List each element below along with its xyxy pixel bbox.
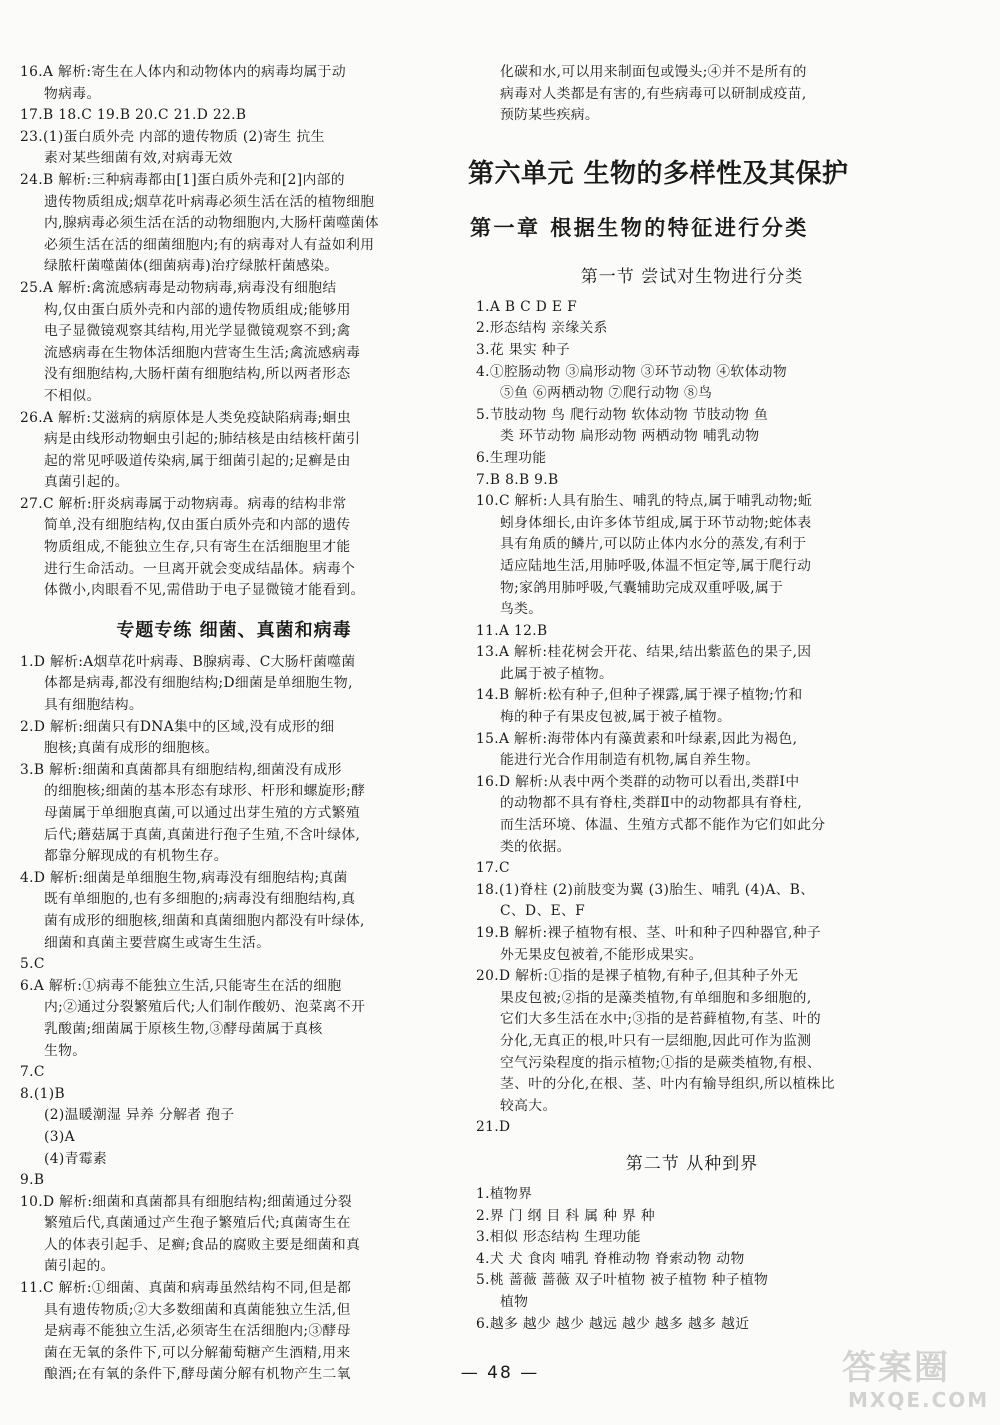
answer-line-continued: 分化,无真正的根,叶只有一层细胞,因此可作为监测: [500, 1032, 812, 1049]
answer-line-continued: 电子显微镜观察其结构,用光学显微镜观察不到;禽: [44, 323, 351, 340]
answer-line-continued: 而生活环境、体温、生殖方式都不能作为它们如此分: [500, 817, 826, 834]
answer-line: 18.(1)脊柱 (2)前肢变为翼 (3)胎生、哺乳 (4)A、B、: [476, 881, 815, 898]
answer-line-continued: 遗传物质组成;烟草花叶病毒必须生活在活的植物细胞: [44, 193, 375, 210]
answer-line-continued: 此属于被子植物。: [500, 665, 614, 682]
answer-line-continued: 较高大。: [500, 1097, 557, 1114]
answer-line-continued: 的动物都不具有脊柱,类群Ⅱ中的动物都具有脊柱,: [500, 795, 803, 812]
answer-line: 1.植物界: [476, 1185, 533, 1202]
answer-line: 10.D 解析:细菌和真菌都具有细胞结构;细菌通过分裂: [20, 1193, 353, 1210]
answer-line-continued: 菌引起的。: [44, 1258, 115, 1275]
right-column: [468, 62, 908, 1335]
answer-line: 6.越多 越少 越少 越远 越少 越多 越多 越近: [476, 1315, 750, 1332]
answer-line: 11.C 解析:①细菌、真菌和病毒虽然结构不同,但是都: [20, 1280, 352, 1297]
answer-line: 3.花 果实 种子: [476, 341, 571, 358]
answer-line-continued: 具有细胞结构。: [44, 697, 144, 714]
answer-line: 16.D 解析:从表中两个类群的动物可以看出,类群Ⅰ中: [476, 773, 800, 790]
answer-line-continued: 预防某些疾病。: [500, 107, 600, 124]
answer-line-continued: C、D、E、F: [500, 903, 586, 920]
left-column: [20, 62, 448, 1386]
answer-line: 20.D 解析:①指的是裸子植物,有种子,但其种子外无: [476, 968, 799, 985]
answer-line-continued: 体都是病毒,都没有细胞结构;D细菌是单细胞生物,: [44, 675, 353, 692]
answer-line-continued: 物质组成,不能独立生存,只有寄生在活细胞里才能: [44, 539, 351, 556]
answer-line-continued: 梅的种子有果皮包被,属于被子植物。: [500, 709, 732, 726]
answer-line-continued: 内,腺病毒必须生活在活的动物细胞内,大肠杆菌噬菌体: [44, 215, 379, 232]
answer-line: (2)温暖潮湿 异养 分解者 孢子: [44, 1107, 235, 1124]
answer-line: 15.A 解析:海带体内有藻黄素和叶绿素,因此为褐色,: [476, 730, 798, 747]
answer-line: 5.C: [20, 956, 45, 973]
answer-line-continued: 适应陆地生活,用肺呼吸,体温不恒定等,属于爬行动: [500, 557, 812, 574]
answer-line: 26.A 解析:艾滋病的病原体是人类免疫缺陷病毒;蛔虫: [20, 409, 351, 426]
answer-line: 2.形态结构 亲缘关系: [476, 320, 608, 337]
section-title: 第一节 尝试对生物进行分类: [580, 266, 804, 287]
answer-line: 6.A 解析:①病毒不能独立生活,只能寄生在活的细胞: [20, 977, 342, 994]
answer-line-continued: 鸟类。: [500, 601, 543, 618]
answer-line-continued: 繁殖后代,真菌通过产生孢子繁殖后代;真菌寄生在: [44, 1215, 351, 1232]
answer-line: 24.B 解析:三种病毒都由[1]蛋白质外壳和[2]内部的: [20, 171, 345, 188]
answer-line: 4.犬 犬 食肉 哺乳 脊椎动物 脊索动物 动物: [476, 1250, 745, 1267]
section-title: 第二节 从种到界: [625, 1153, 759, 1174]
topic-heading: 专题专练 细菌、真菌和病毒: [116, 619, 352, 641]
answer-line-continued: ⑤鱼 ⑥两栖动物 ⑦爬行动物 ⑧鸟: [500, 385, 713, 402]
answer-line-continued: 不相似。: [44, 387, 101, 404]
answer-line-continued: 简单,没有细胞结构,仅由蛋白质外壳和内部的遗传: [44, 517, 351, 534]
answer-line: 17.B 18.C 19.B 20.C 21.D 22.B: [20, 107, 247, 124]
watermark-url: MXQE.COM: [848, 1388, 990, 1412]
answer-line: 13.A 解析:桂花树会开花、结果,结出紫蓝色的果子,因: [476, 644, 812, 661]
answer-line: 6.生理功能: [476, 449, 547, 466]
answer-line-continued: 菌有成形的细胞核,细菌和真菌细胞内都没有叶绿体,: [44, 912, 365, 929]
answer-line: 1.D 解析:A烟草花叶病毒、B腺病毒、C大肠杆菌噬菌: [20, 653, 356, 670]
answer-line-continued: 没有细胞结构,大肠杆菌有细胞结构,所以两者形态: [44, 366, 351, 383]
answer-line-continued: 茎、叶的分化,在根、茎、叶内有输导组织,所以植株比: [500, 1076, 835, 1093]
answer-line-continued: 体微小,肉眼看不见,需借助于电子显微镜才能看到。: [44, 582, 365, 599]
answer-line-continued: 细菌和真菌主要营腐生或寄生生活。: [44, 934, 271, 951]
answer-line: 16.A 解析:寄生在人体内和动物体内的病毒均属于动: [20, 64, 346, 80]
answer-line: 10.C 解析:人具有胎生、哺乳的特点,属于哺乳动物;蚯: [476, 493, 813, 510]
answer-line-continued: 必须生活在活的细菌细胞内;有的病毒对人有益如利用: [44, 236, 375, 253]
answer-line: 3.B 解析:细菌和真菌都具有细胞结构,细菌没有成形: [20, 761, 342, 778]
answer-line: 14.B 解析:松有种子,但种子裸露,属于裸子植物;竹和: [476, 687, 803, 704]
answer-line-continued: 起的常见呼吸道传染病,属于细菌引起的;足癣是由: [44, 452, 351, 469]
answer-line: 2.界 门 纲 目 科 属 种 界 种: [476, 1207, 656, 1224]
answer-line: (4)青霉素: [44, 1150, 108, 1167]
answer-line-continued: 菌在无氧的条件下,可以分解葡萄糖产生酒精,用来: [44, 1344, 351, 1361]
answer-line-continued: 乳酸菌;细菌属于原核生物,③酵母菌属于真核: [44, 1020, 323, 1037]
answer-line-continued: 是病毒不能独立生活,必须寄生在活细胞内;③酵母: [44, 1323, 351, 1340]
answer-line-continued: 绿脓杆菌噬菌体(细菌病毒)治疗绿脓杆菌感染。: [44, 258, 339, 275]
answer-line: 4.①腔肠动物 ③扁形动物 ③环节动物 ④软体动物: [476, 363, 788, 380]
answer-line: 17.C: [476, 860, 510, 877]
answer-line: 19.B 解析:裸子植物有根、茎、叶和种子四种器官,种子: [476, 925, 822, 941]
answer-line-continued: 物;家鸽用肺呼吸,气囊辅助完成双重呼吸,属于: [500, 579, 784, 596]
answer-line-continued: 流感病毒在生物体活细胞内营寄生生活;禽流感病毒: [44, 344, 361, 361]
answer-line-continued: 真菌引起的。: [44, 474, 129, 491]
answer-line-continued: 类的依据。: [500, 838, 571, 855]
answer-line-continued: 果皮包被;②指的是藻类植物,有单细胞和多细胞的,: [500, 989, 812, 1006]
answer-line-continued: 既有单细胞的,也有多细胞的;病毒没有细胞结构,真: [44, 891, 356, 908]
answer-line: 5.节肢动物 鸟 爬行动物 软体动物 节肢动物 鱼: [476, 406, 769, 423]
answer-line-continued: 类 环节动物 扁形动物 两栖动物 哺乳动物: [500, 428, 760, 445]
page-number: — 48 —: [460, 1363, 540, 1383]
answer-line: (3)A: [44, 1128, 75, 1145]
answer-line: 11.A 12.B: [476, 622, 548, 639]
watermark-logo: [838, 1340, 988, 1416]
answer-line-continued: 病是由线形动物蛔虫引起的;肺结核是由结核杆菌引: [44, 431, 361, 448]
answer-line-continued: 酿酒;在有氧的条件下,酵母菌分解有机物产生二氧: [44, 1366, 351, 1383]
answer-line: 25.A 解析:禽流感病毒是动物病毒,病毒没有细胞结: [20, 279, 337, 296]
answer-line-continued: 具有遗传物质;②大多数细菌和真菌能独立生活,但: [44, 1301, 351, 1318]
answer-line-continued: 进行生命活动。一旦离开就会变成结晶体。病毒个: [44, 560, 356, 577]
answer-line-continued: 后代;蘑菇属于真菌,真菌进行孢子生殖,不含叶绿体,: [44, 826, 361, 843]
unit-title: 第六单元 生物的多样性及其保护: [468, 158, 849, 189]
answer-line-continued: 蚓身体细长,由许多体节组成,属于环节动物;蛇体表: [500, 514, 812, 531]
answer-line-continued: 植物: [500, 1293, 529, 1310]
answer-line-continued: 素对某些细菌有效,对病毒无效: [44, 150, 233, 167]
answer-line-continued: 母菌属于单细胞真菌,可以通过出芽生殖的方式繁殖: [44, 805, 360, 821]
answer-line: 5.桃 蔷薇 蔷薇 双子叶植物 被子植物 种子植物: [476, 1272, 769, 1289]
answer-line-continued: 人的体表引起手、足癣;食品的腐败主要是细菌和真: [44, 1236, 361, 1253]
answer-line-continued: 病毒对人类都是有害的,有些病毒可以研制成疫苗,: [500, 85, 807, 102]
answer-line-continued: 外无果皮包被着,不能形成果实。: [500, 946, 703, 963]
answer-line: 27.C 解析:肝炎病毒属于动物病毒。病毒的结构非常: [20, 495, 347, 512]
answer-line: 21.D: [476, 1119, 511, 1136]
answer-line-continued: 它们大多生活在水中;③指的是苔藓植物,有茎、叶的: [500, 1011, 821, 1028]
answer-line: 9.B: [20, 1172, 45, 1189]
answer-line-continued: 能进行光合作用制造有机物,属自养生物。: [500, 752, 760, 769]
answer-line-continued: 空气污染程度的指示植物;①指的是蕨类植物,有根、: [500, 1054, 821, 1071]
answer-line: 23.(1)蛋白质外壳 内部的遗传物质 (2)寄生 抗生: [20, 128, 325, 145]
answer-line-continued: 内;②通过分裂繁殖后代;人们制作酸奶、泡菜离不开: [44, 999, 366, 1016]
watermark-text: 答案圈: [842, 1348, 950, 1388]
answer-line: 4.D 解析:细菌是单细胞生物,病毒没有细胞结构;真菌: [20, 869, 348, 886]
answer-line: 8.(1)B: [20, 1085, 65, 1102]
answer-line-continued: 都靠分解现成的有机物生存。: [44, 848, 228, 865]
answer-line-continued: 胞核;真菌有成形的细胞核。: [44, 740, 219, 757]
answer-line: 2.D 解析:细菌只有DNA集中的区域,没有成形的细: [20, 718, 335, 735]
answer-line-continued: 物病毒。: [44, 85, 101, 102]
answer-line-continued: 化碳和水,可以用来制面包或馒头;④并不是所有的: [500, 64, 807, 80]
answer-line: 1.A B C D E F: [476, 298, 578, 315]
answer-line: 7.C: [20, 1064, 45, 1081]
answer-line-continued: 生物。: [44, 1042, 87, 1059]
answer-line-continued: 构,仅由蛋白质外壳和内部的遗传物质组成;能够用: [44, 301, 351, 318]
answer-line: 7.B 8.B 9.B: [476, 471, 559, 488]
chapter-title: 第一章 根据生物的特征进行分类: [470, 215, 809, 240]
answer-line-continued: 具有角质的鳞片,可以防止体内水分的蒸发,有利于: [500, 536, 807, 553]
answer-line-continued: 的细胞核;细菌的基本形态有球形、杆形和螺旋形;酵: [44, 783, 366, 800]
answer-line: 3.相似 形态结构 生理功能: [476, 1229, 641, 1246]
